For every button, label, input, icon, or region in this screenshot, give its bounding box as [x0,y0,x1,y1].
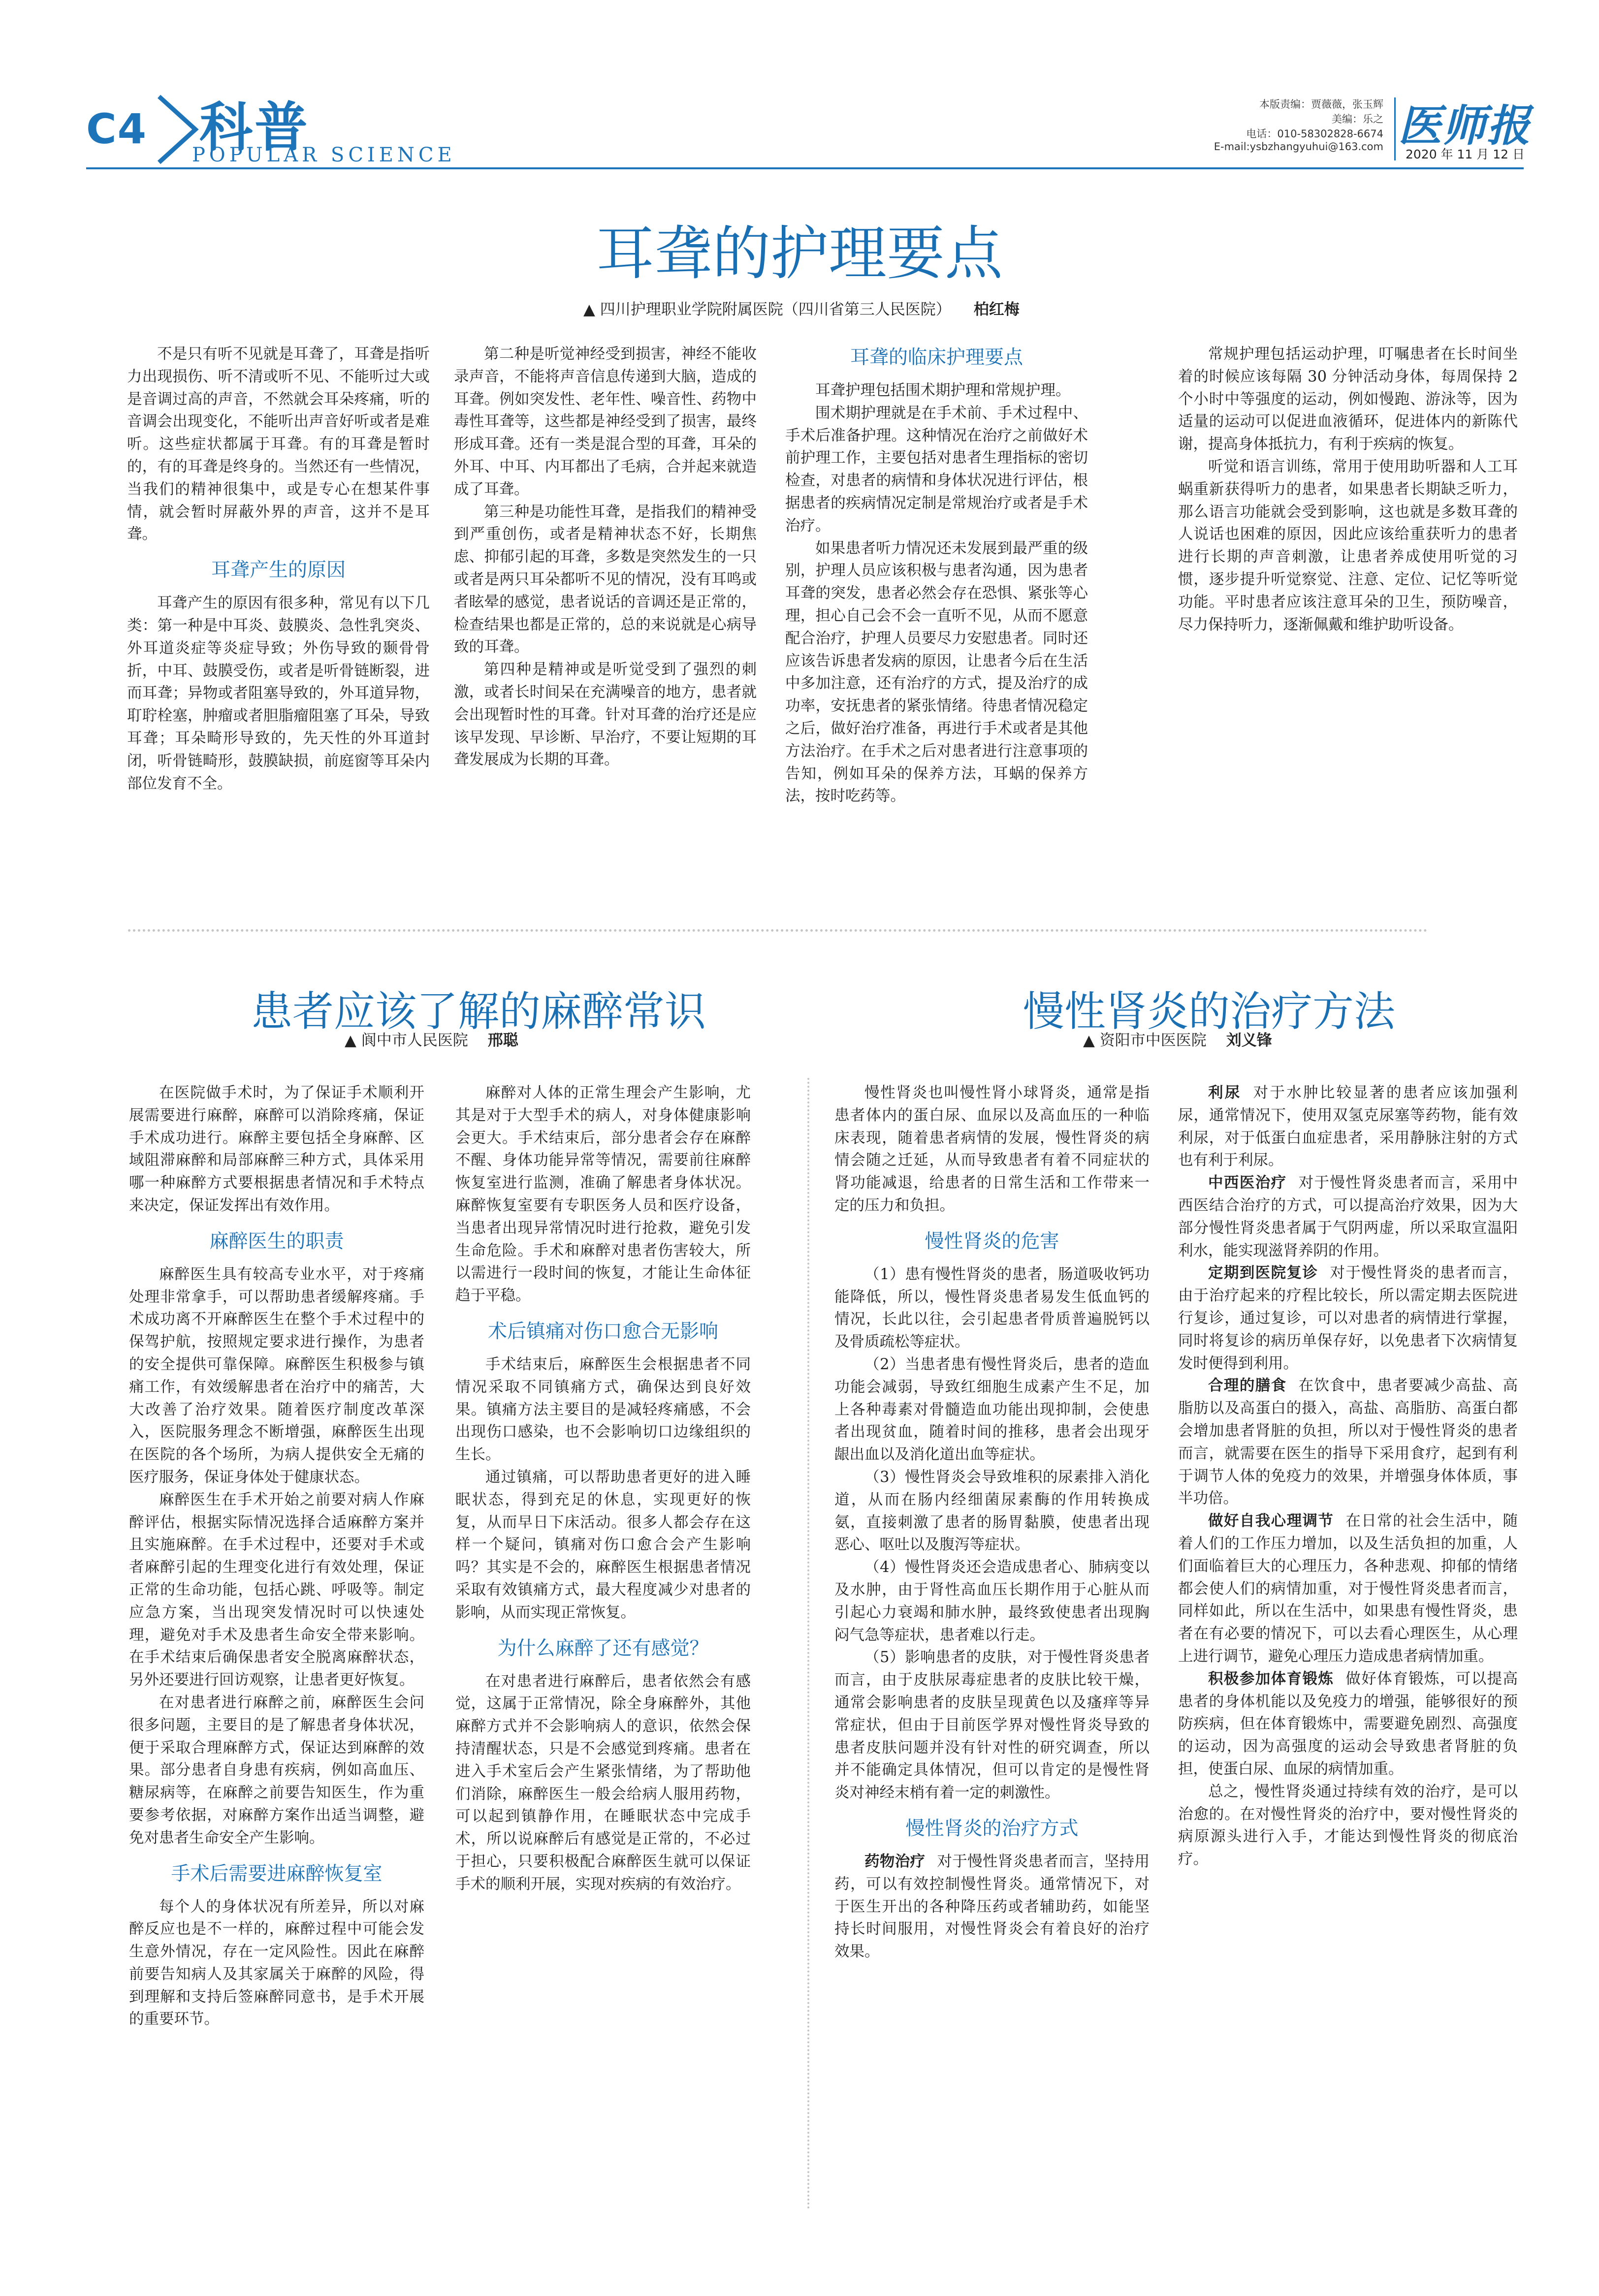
lead-label: 利尿 [1208,1084,1242,1101]
article-title: 患者应该了解的麻醉常识 [251,987,706,1036]
byline-author: 刘义锋 [1226,1032,1272,1049]
paragraph: 第三种是功能性耳聋，是指我们的精神受到严重创伤，或者是精神状态不好，长期焦虑、抑郁引起的耳聋，多数是突然发生的一只或者是两只耳朵都听不见的情况，没有耳鸣或者眩晕的感觉，患者说话的音调还是正常的，检查结果也都是正常的，总的来说就是心病导致的耳聋。 [454,503,757,656]
paragraph: （3）慢性肾炎会导致堆积的尿素排入消化道，从而在肠内经细菌尿素酶的作用转换成氨，直接刺激了患者的肠胃黏膜，使患者出现恶心、呕吐以及腹泻等症状。 [834,1468,1150,1554]
paragraph: 耳聋护理包括围术期护理和常规护理。 [815,382,1071,399]
paragraph: （2）当患者患有慢性肾炎后，患者的造血功能会减弱，导致红细胞生成素产生不足，加上各种毒素对骨髓造血功能出现抑制，会使患者出现贫血，随着时间的推移，患者会出现牙龈出血以及消化道出血等症状。 [834,1355,1150,1464]
subheading: 耳聋产生的原因 [211,559,346,582]
paragraph [834,1851,1150,1963]
byline-triangle-icon: ▲ [345,1032,361,1049]
paragraph: （1）患有慢性肾炎的患者，肠道吸收钙功能降低，所以，慢性肾炎患者易发生低血钙的情况，长此以往，会引起患者骨质普遍脱钙以及骨质疏松等症状。 [834,1265,1150,1351]
phone-contact: 电话：010-58302828-6674 [1246,128,1383,140]
paragraph: 在对患者进行麻醉后，患者依然会有感觉，这属于正常情况，除全身麻醉外，其他麻醉方式并不会影响病人的意识，依然会保持清醒状态，只是不会感觉到疼痛。患者在进入手术室后会产生紧张情绪，为了帮助他们消除，麻醉医生一般会给病人服用药物，可以起到镇静作用，在睡眠状态中完成手术，所以说麻醉后有感觉是正常的，不必过于担心，只要积极配合麻醉医生就可以保证手术的顺利开展，实现对疾病的有效治疗。 [455,1672,751,1893]
paragraph: 常规护理包括运动护理，叮嘱患者在长时间坐着的时候应该每隔 30 分钟活动身体，每周保持 2 个小时中等强度的运动，例如慢跑、游泳等，因为适量的运动可以促进血液循环，促进体内的新陈代谢，提高身体抵抗力，有利于疾病的恢复。 [1178,346,1518,453]
paragraph [1178,1172,1518,1262]
paragraph: 第二种是听觉神经受到损害，神经不能收录声音，不能将声音信息传递到大脑，造成的耳聋。例如突发性、老年性、噪音性、药物中毒性耳聋等，这些都是神经受到了损害，最终形成耳聋。还有一类是混合型的耳聋，耳朵的外耳、中耳、内耳都出了毛病，合并起来就造成了耳聋。 [454,346,757,498]
column-divider [807,1078,809,2210]
subheading: 手术后需要进麻醉恢复室 [171,1862,383,1885]
paragraph [1178,1375,1518,1510]
art-editor-credit: 美编：乐之 [1332,113,1383,125]
section-title: 科普 [199,97,310,158]
lead-label: 中西医治疗 [1208,1174,1287,1192]
lead-label: 积极参加体育锻炼 [1208,1670,1334,1688]
subheading: 慢性肾炎的危害 [925,1230,1059,1253]
article-column [454,343,757,771]
paragraph-text: 在日常的社会生活中，随着人们的工作压力增加，以及生活负担的加重，人们面临着巨大的心理压力，各种悲观、抑郁的情绪都会使人们的病情加重，对于慢性肾炎患者而言，同样如此，所以在生活中，如果患有慢性肾炎，患者在有必要的情况下，可以去看心理医生，从心理上进行调节，避免心理压力造成患者病情加重。 [1178,1512,1518,1665]
article-column [785,343,1088,808]
brand-divider [1394,97,1396,160]
article-column [127,343,430,795]
paragraph-text: 对于慢性肾炎患者而言，坚持用药，可以有效控制慢性肾炎。通常情况下，对于医生开出的各种降压药或者辅助药，如能坚持长时间服用，对慢性肾炎会有着良好的治疗效果。 [834,1853,1150,1961]
article-column [1178,1082,1518,1871]
paragraph: 每个人的身体状况有所差异，所以对麻醉反应也是不一样的，麻醉过程中可能会发生意外情况，存在一定风险性。因此在麻醉前要告知病人及其家属关于麻醉的风险，得到理解和支持后签麻醉同意书，是手术开展的重要环节。 [129,1898,424,2028]
paragraph: （4）慢性肾炎还会造成患者心、肺病变以及水肿，由于肾性高血压长期作用于心脏从而引起心力衰竭和肺水肿，最终致使患者出现胸闷气急等症状，患者难以行走。 [834,1559,1150,1644]
paragraph: 耳聋产生的原因有很多种，常见有以下几类：第一种是中耳炎、鼓膜炎、急性乳突炎、外耳道炎症等炎症导致；外伤导致的颞骨骨折，中耳、鼓膜受伤，或者是听骨链断裂，进而耳聋；异物或者阻塞导致的，外耳道异物，耵聍栓塞，肿瘤或者胆脂瘤阻塞了耳朵，导致耳聋；耳朵畸形导致的，先天性的外耳道封闭，听骨链畸形，鼓膜缺损，前庭窗等耳朵内部位发育不全。 [127,595,430,792]
paragraph-text: 在饮食中，患者要减少高盐、高脂肪以及高蛋白的摄入，高盐、高脂肪、高蛋白都会增加患者肾脏的负担，所以对于慢性肾炎的患者而言，就需要在医生的指导下采用食疗，起到有利于调节人体的免疫力的效果，并增强身体体质，事半功倍。 [1178,1377,1518,1508]
byline-affiliation: 资阳市中医医院 [1099,1032,1207,1049]
paragraph: 在对患者进行麻醉之前，麻醉医生会问很多问题，主要目的是了解患者身体状况，便于采取合理麻醉方式，保证达到麻醉的效果。部分患者自身患有疾病，例如高血压、糖尿病等，在麻醉之前要告知医生，作为重要参考依据，对麻醉方案作出适当调整，避免对患者生命安全产生影响。 [129,1694,424,1847]
paragraph [1178,1262,1518,1375]
section-subtitle: POPULAR SCIENCE [192,144,456,166]
paragraph: 通过镇痛，可以帮助患者更好的进入睡眠状态，得到充足的休息，实现更好的恢复，从而早日下床活动。很多人都会存在这样一个疑问，镇痛对伤口愈合会产生影响吗？其实是不会的，麻醉医生根据患者情况采取有效镇痛方式，最大程度减少对患者的影响，从而实现正常恢复。 [455,1468,751,1621]
article-byline [1083,1028,1272,1050]
email-contact: E-mail:ysbzhangyuhui@163.com [1214,141,1383,153]
lead-label: 合理的膳食 [1208,1377,1287,1395]
lead-label: 药物治疗 [864,1853,926,1870]
byline-triangle-icon: ▲ [583,301,600,318]
paragraph: 慢性肾炎也叫慢性肾小球肾炎，通常是指患者体内的蛋白尿、血尿以及高血压的一种临床表现，随着患者病情的发展，慢性肾炎的病情会随之迁延，从而导致患者有着不同症状的肾功能减退，给患者的日常生活和工作带来一定的压力和负担。 [834,1084,1150,1214]
brand-logo: 医师报 [1398,100,1532,151]
paragraph [1178,1668,1518,1781]
paragraph [1178,1510,1518,1668]
lead-label: 做好自我心理调节 [1208,1512,1334,1530]
paragraph: （5）影响患者的皮肤，对于慢性肾炎患者而言，由于皮肤尿毒症患者的皮肤比较干燥，通常会影响患者的皮肤呈现黄色以及瘙痒等异常症状，但由于目前医学界对慢性肾炎导致的患者皮肤问题并没有针对性的研究调查，所以并不能确定具体情况，但可以肯定的是慢性肾炎对神经末梢有着一定的刺激性。 [834,1649,1150,1802]
paragraph-text: 对于慢性肾炎患者而言，采用中西医结合治疗的方式，可以提高治疗效果，因为大部分慢性肾炎患者属于气阴两虚，所以采取宣温阳利水，能实现滋肾养阴的作用。 [1178,1174,1518,1259]
paragraph: 听觉和语言训练，常用于使用助听器和人工耳蜗重新获得听力的患者，如果患者长期缺乏听力，那么语言功能就会受到影响，这也就是多数耳聋的人说话也困难的原因，因此应该给重获听力的患者进行长期的声音刺激，让患者养成使用听觉的习惯，逐步提升听觉察觉、注意、定位、记忆等听觉功能。平时患者应该注意耳朵的卫生，预防噪音，尽力保持听力，逐渐佩戴和维护助听设备。 [1178,458,1518,633]
paragraph: 不是只有听不见就是耳聋了，耳聋是指听力出现损伤、听不清或听不见、不能听过大或是音调过高的声音，不然就会耳朵疼痛，听的音调会出现变化，不能听出声音好听或者是难听。这些症状都属于耳聋。有的耳聋是暂时的，有的耳聋是终身的。当然还有一些情况，当我们的精神很集中，或是专心在想某件事情，就会暂时屏蔽外界的声音，这并不是耳聋。 [127,346,430,543]
paragraph: 麻醉医生在手术开始之前要对病人作麻醉评估，根据实际情况选择合适麻醉方案并且实施麻醉。在手术过程中，还要对手术或者麻醉引起的生理变化进行有效处理，保证正常的生命功能，包括心跳、呼吸等。制定应急方案，当出现突发情况时可以快速处理，避免对手术及患者生命安全带来影响。在手术结束后确保患者安全脱离麻醉状态，另外还要进行回访观察，让患者更好恢复。 [129,1491,424,1689]
paragraph-text: 对于慢性肾炎的患者而言，由于治疗起来的疗程比较长，所以需定期去医院进行复诊，通过复诊，可以对患者的病情进行掌握，同时将复诊的病历单保存好，以免患者下次病情复发时便得到利用。 [1178,1264,1518,1372]
byline-affiliation: 阆中市人民医院 [361,1032,468,1049]
article-byline [345,1028,518,1050]
paragraph: 麻醉对人体的正常生理会产生影响，尤其是对于大型手术的病人，对身体健康影响会更大。手术结束后，部分患者会存在麻醉不醒、身体功能异常等情况，需要前往麻醉恢复室进行监测，准确了解患者身体状况。麻醉恢复室要有专职医务人员和医疗设备，当患者出现异常情况时进行抢救，避免引发生命危险。手术和麻醉对患者伤害较大，所以需进行一段时间的恢复，才能让生命体征趋于平稳。 [455,1084,751,1305]
byline-affiliation: 四川护理职业学院附属医院（四川省第三人民医院） [600,301,951,318]
paragraph: 在医院做手术时，为了保证手术顺利开展需要进行麻醉，麻醉可以消除疼痛，保证手术成功进行。麻醉主要包括全身麻醉、区域阻滞麻醉和局部麻醉三种方式，具体采用哪一种麻醉方式要根据患者情况和手术特点来决定，保证发挥出有效作用。 [129,1084,424,1214]
article-byline [583,297,1020,319]
article-column [455,1082,751,1896]
article-column [834,1082,1150,1963]
subheading: 为什么麻醉了还有感觉？ [497,1637,709,1660]
subheading: 耳聋的临床护理要点 [850,346,1023,369]
paragraph-text: 对于水肿比较显著的患者应该加强利尿，通常情况下，使用双氢克尿塞等药物，能有效利尿，对于低蛋白血症患者，采用静脉注射的方式也有利于利尿。 [1178,1084,1518,1169]
paragraph: 手术结束后，麻醉医生会根据患者不同情况采取不同镇痛方式，确保达到良好效果。镇痛方法主要目的是减轻疼痛感，不会出现伤口感染，也不会影响切口边缘组织的生长。 [455,1355,751,1464]
article-title: 慢性肾炎的治疗方法 [1023,987,1396,1036]
subheading: 麻醉医生的职责 [209,1230,344,1253]
paragraph [1178,1082,1518,1172]
paragraph: 第四种是精神或是听觉受到了强烈的刺激，或者长时间呆在充满噪音的地方，患者就会出现暂时性的耳聋。针对耳聋的治疗还是应该早发现、早诊断、早治疗，不要让短期的耳聋发展成为长期的耳聋。 [454,661,757,769]
paragraph: 总之，慢性肾炎通过持续有效的治疗，是可以治愈的。在对慢性肾炎的治疗中，要对慢性肾炎的病原源头进行入手，才能达到慢性肾炎的彻底治疗。 [1178,1783,1518,1868]
section-divider [128,929,1428,932]
lead-label: 定期到医院复诊 [1208,1264,1318,1282]
byline-triangle-icon: ▲ [1083,1032,1100,1049]
paragraph: 围术期护理就是在手术前、手术过程中、手术后准备护理。这种情况在治疗之前做好术前护理工作，主要包括对患者生理指标的密切检查，对患者的病情和身体状况进行评估，根据患者的疾病情况定制是常规治疗或者是手术治疗。 [785,404,1088,535]
article-column [1178,343,1518,636]
article-title: 耳聋的护理要点 [596,220,1003,287]
issue-date: 2020 年 11 月 12 日 [1406,147,1525,161]
paragraph: 麻醉医生具有较高专业水平，对于疼痛处理非常拿手，可以帮助患者缓解疼痛。手术成功离不开麻醉医生在整个手术过程中的保驾护航，按照规定要求进行操作，为患者的安全提供可靠保障。麻醉医生积极参与镇痛工作，有效缓解患者在治疗中的痛苦，大大改善了治疗效果。随着医疗制度改革深入，医院服务理念不断增强，麻醉医生出现在医院的各个场所，为病人提供安全无痛的医疗服务，保证身体处于健康状态。 [129,1265,424,1486]
header-rule [86,167,1524,169]
page-number: C4 [86,105,148,153]
byline-author: 邢聪 [487,1032,518,1049]
byline-author: 柏红梅 [973,301,1020,318]
paragraph: 如果患者听力情况还未发展到最严重的级别，护理人员应该积极与患者沟通，因为患者耳聋的突发，患者必然会存在恐惧、紧张等心理，担心自己会不会一直听不见，从而不愿意配合治疗，护理人员要尽力安慰患者。同时还应该告诉患者发病的原因，让患者今后在生活中多加注意，还有治疗的方式，提及治疗的成功率，安抚患者的紧张情绪。待患者情况稳定之后，做好治疗准备，再进行手术或者是其他方法治疗。在手术之后对患者进行注意事项的告知，例如耳朵的保养方法，耳蜗的保养方法，按时吃药等。 [785,539,1088,805]
subheading: 术后镇痛对伤口愈合无影响 [487,1320,718,1343]
paragraph-text: 做好体育锻炼，可以提高患者的身体机能以及免疫力的增强，能够很好的预防疾病，但在体育锻炼中，需要避免剧烈、高强度的运动，因为高强度的运动会导致患者肾脏的负担，使蛋白尿、血尿的病情加重。 [1178,1670,1518,1778]
article-column [129,1082,424,2031]
editors-credit: 本版责编：贾薇薇，张玉辉 [1259,98,1383,110]
subheading: 慢性肾炎的治疗方式 [905,1817,1079,1840]
